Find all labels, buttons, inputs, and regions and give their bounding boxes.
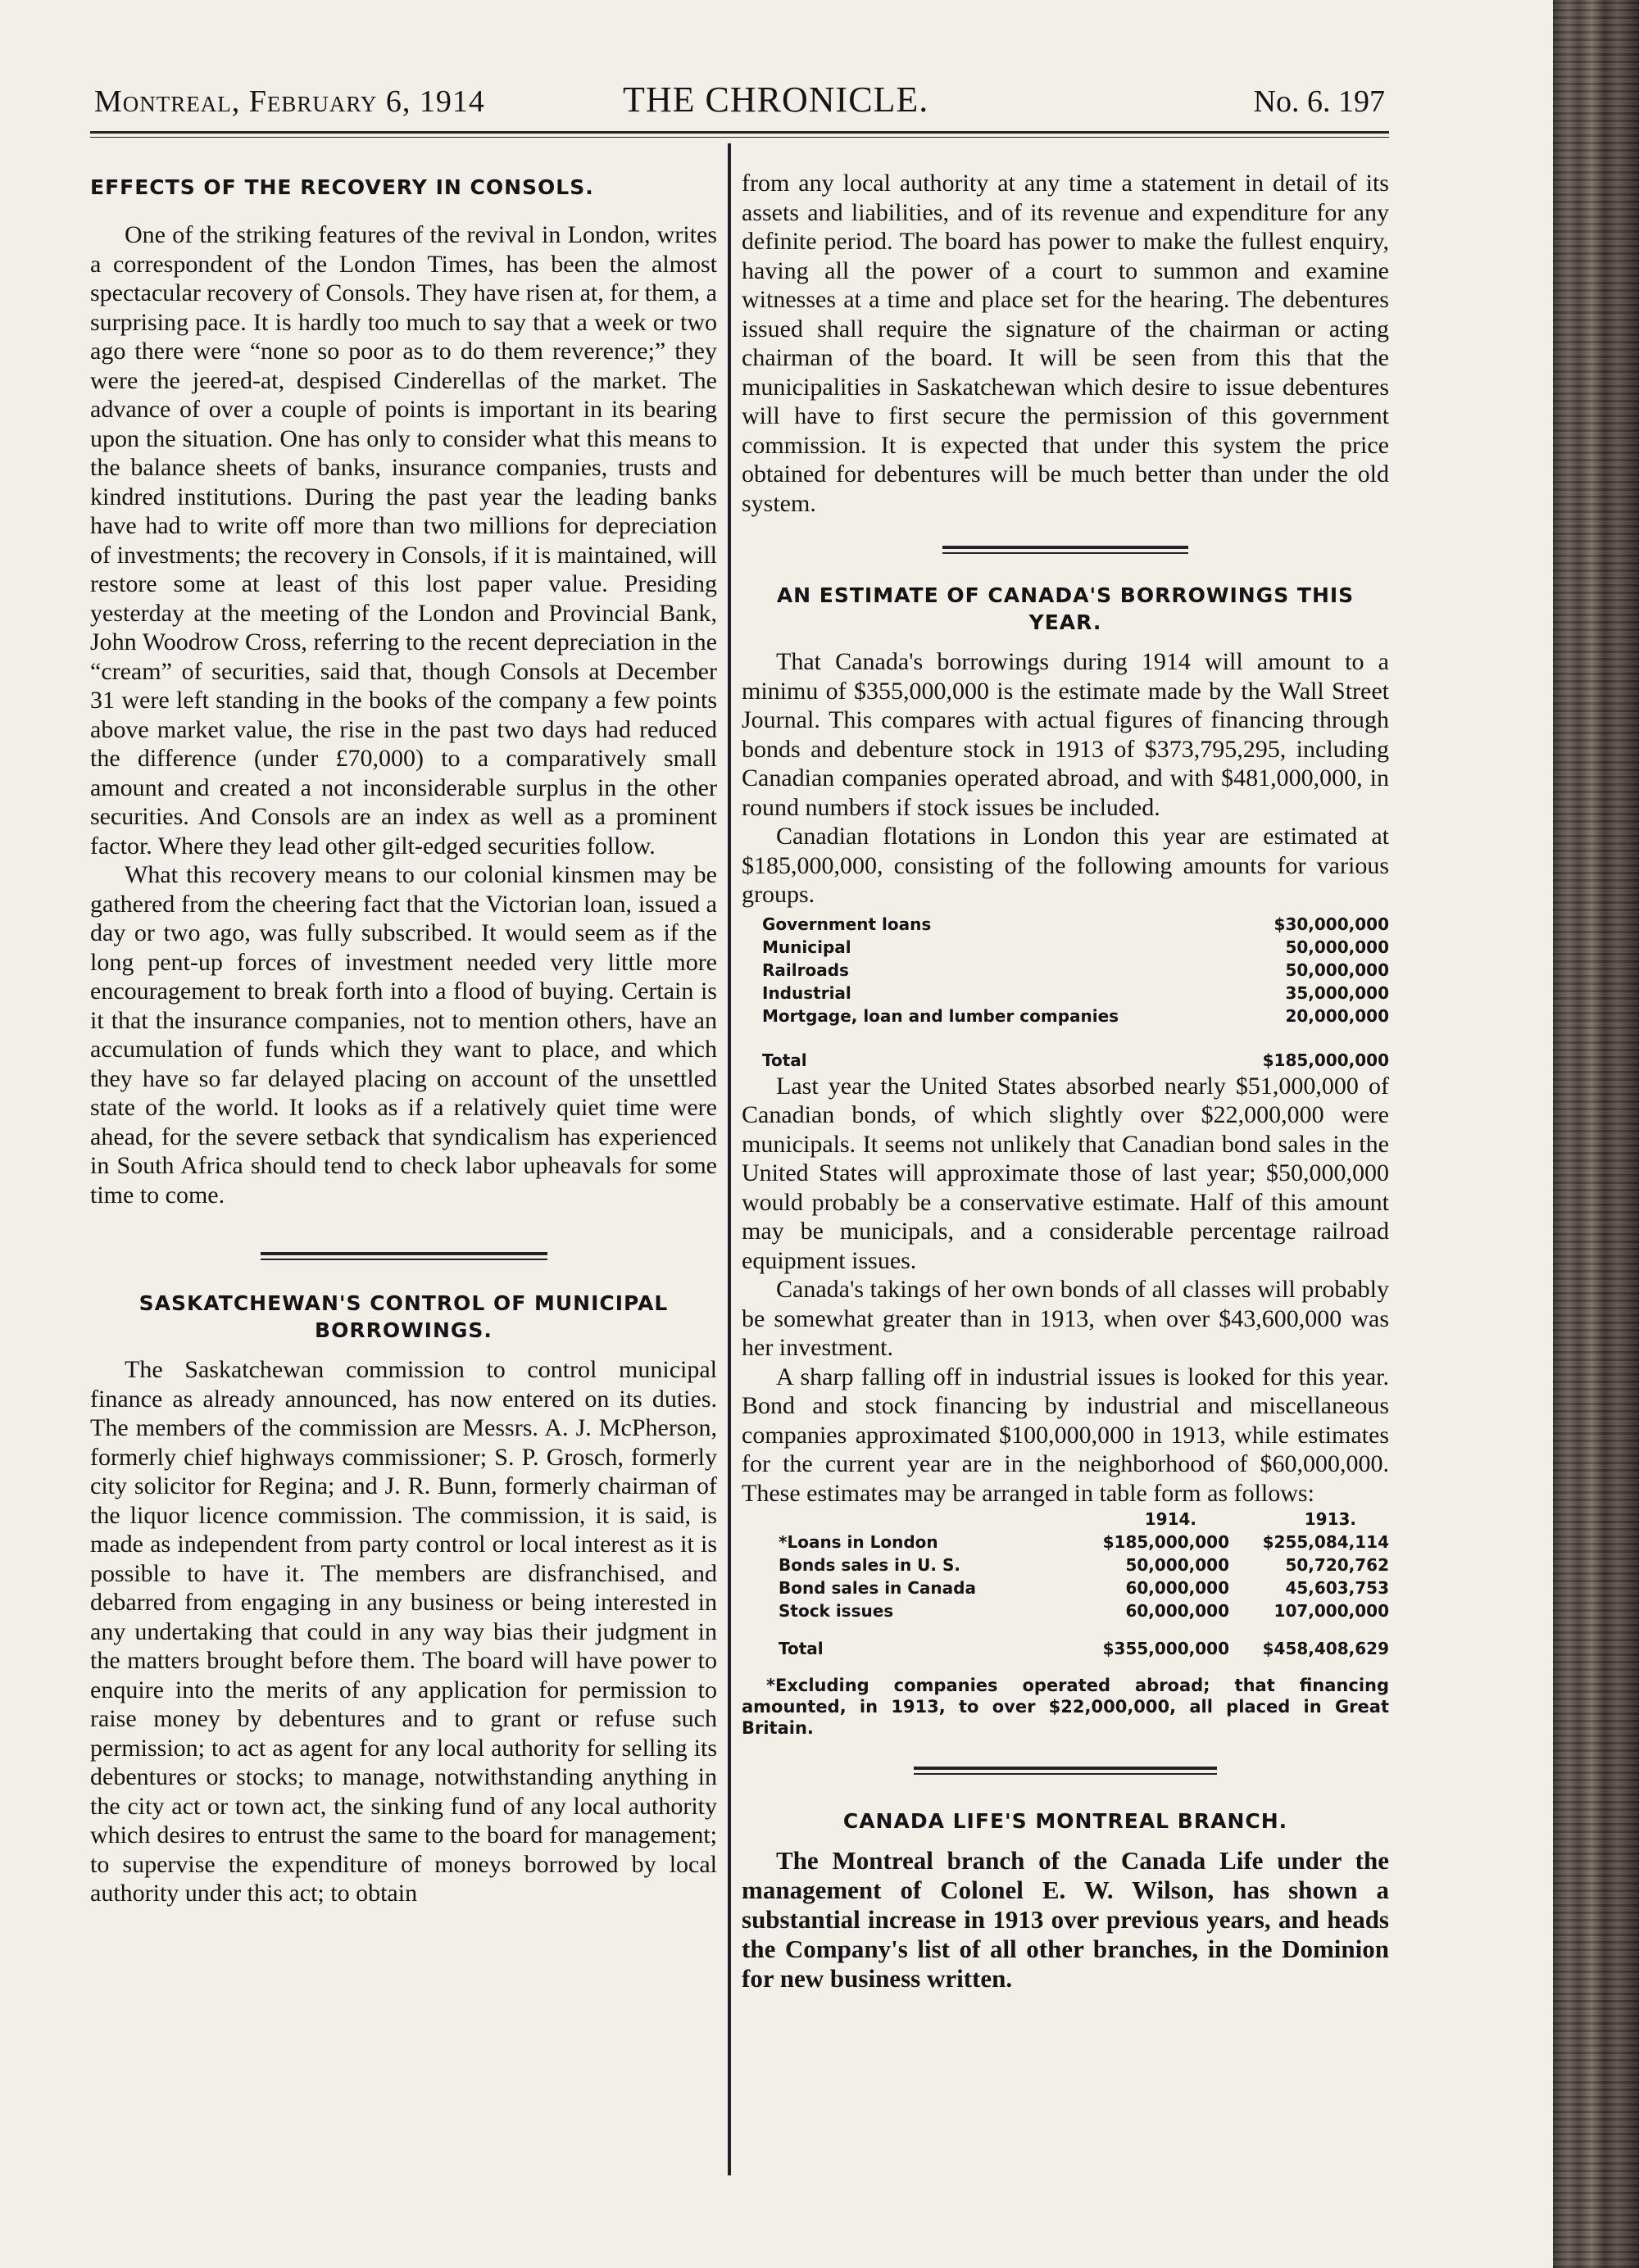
table-row — [742, 1601, 1389, 1624]
consols-paragraph-1: One of the striking features of the revival in London, writes a correspondent of the London Times, has been the almost spectacular recovery of Consols. They have risen at, for them, a surprising pace. It is hardly too much to say that a week or two ago there were “none so poor as to do them reverence;” they were the jeered-at, despised Cinderellas of the market. The advance of over a couple of points is important in its bearing upon the situation. One has only to consider what this means to the balance sheets of banks, insurance companies, trusts and kindred institutions. During the past year the leading banks have had to write off more than two millions for depreciation of investments; the recovery in Consols, if it is maintained, will restore some at least of this lost paper value. Presiding yesterday at the meeting of the London and Provincial Bank, John Woodrow Cross, referring to the recent depreciation in the “cream” of securities, said that, though Consols at December 31 were left standing in the books of the company a few points above market value, the rise in the past two days had reduced the difference (under £70,000) to a comparatively small amount and created a not inconsiderable surplus in the other securities. And Consols are an index as well as a prominent factor. Where they lead other gilt-edged securities follow. — [90, 221, 717, 860]
group-value: 20,000,000 — [1285, 1005, 1389, 1026]
row-label: Bond sales in Canada — [779, 1578, 976, 1598]
group-label: Government loans — [762, 914, 932, 934]
comparison-table — [742, 1509, 1389, 1662]
article-title-saskatchewan-2: BORROWINGS. — [315, 1318, 493, 1342]
value-1914: 60,000,000 — [1125, 1601, 1229, 1621]
group-label: Municipal — [762, 937, 851, 957]
group-value: 50,000,000 — [1285, 937, 1389, 957]
table-row — [742, 1005, 1389, 1027]
article-separator — [914, 1767, 1217, 1775]
header-rule — [90, 131, 1389, 138]
total-1913: $458,408,629 — [1262, 1639, 1389, 1658]
borrowings-paragraph-1 — [742, 647, 1389, 822]
value-1913: $255,084,114 — [1262, 1532, 1389, 1552]
article-title-borrowings-1: AN ESTIMATE OF CANADA'S BORROWINGS THIS — [776, 583, 1355, 607]
table-total-row — [742, 1049, 1389, 1072]
book-spine — [1553, 0, 1639, 2268]
table-total-row — [742, 1639, 1389, 1662]
borrowings-paragraph-4: Canada's takings of her own bonds of all classes will probably be somewhat greater than in 1913, when over $43,600,000 was her investment. — [742, 1276, 1389, 1361]
row-label: *Loans in London — [779, 1532, 938, 1552]
value-1914: 50,000,000 — [1125, 1555, 1229, 1575]
right-column — [742, 157, 1389, 1994]
row-label: Stock issues — [779, 1601, 894, 1621]
column-header-1913: 1913. — [1304, 1509, 1356, 1529]
header-place-date: Montreal, February 6, 1914 — [94, 84, 485, 119]
total-1914: $355,000,000 — [1102, 1639, 1229, 1658]
page-header — [94, 75, 1385, 125]
footnote: *Excluding companies operated abroad; that financing amounted, in 1913, to over $22,000,000, all placed in Great Britain. — [742, 1676, 1389, 1738]
table-row — [742, 913, 1389, 936]
table-row — [742, 982, 1389, 1005]
article-separator — [942, 546, 1188, 554]
value-1913: 50,720,762 — [1285, 1555, 1389, 1575]
column-header-1914: 1914. — [1144, 1509, 1196, 1529]
article-title-borrowings-2: YEAR. — [1028, 610, 1102, 634]
total-label: Total — [762, 1050, 807, 1070]
london-groups-table — [742, 913, 1389, 1072]
table-row — [742, 1555, 1389, 1578]
article-title-consols: EFFECTS OF THE RECOVERY IN CONSOLS. — [90, 175, 594, 199]
group-value: 50,000,000 — [1285, 959, 1389, 980]
borrowings-paragraph-2: Canadian flotations in London this year are estimated at $185,000,000, consisting of the following amounts for various groups. — [742, 823, 1389, 908]
borrowings-paragraph-1-text: That Canada's borrowings during 1914 will amount to a minimu of $355,000,000 is the estimate made by the Wall Street Journal. This compares with actual figures of financing through bonds and debenture stock in 1913 of $373,795,295, including Canadian companies operated abroad, and with $481,000,000, in round numbers if stock issues be included. — [742, 648, 1389, 821]
row-label: Bonds sales in U. S. — [779, 1555, 960, 1575]
value-1914: 60,000,000 — [1125, 1578, 1229, 1598]
article-title-saskatchewan-1: SASKATCHEWAN'S CONTROL OF MUNICIPAL — [138, 1291, 669, 1315]
group-value: $30,000,000 — [1274, 914, 1389, 934]
article-title-canada-life: CANADA LIFE'S MONTREAL BRANCH. — [842, 1809, 1288, 1833]
value-1914: $185,000,000 — [1102, 1532, 1229, 1552]
value-1913: 107,000,000 — [1274, 1601, 1389, 1621]
canada-life-paragraph: The Montreal branch of the Canada Life under the management of Colonel E. W. Wilson, has shown a substantial increase in 1913 over previous years, and heads the Company's list of all other branches, in the Dominion for new business written. — [742, 1846, 1389, 1993]
table-header-row — [742, 1509, 1389, 1532]
consols-paragraph-2: What this recovery means to our colonial kinsmen may be gathered from the cheering fact that the Victorian loan, issued a day or two ago, was fully subscribed. It would seem as if the long pent-up forces of investment needed very little more encouragement to break forth into a flood of buying. Certain is it that the insurance companies, not to mention others, have an accumulation of funds which they want to place, and which they have so far delayed placing on account of the unsettled state of the world. It looks as if a relatively quiet time were ahead, for the severe setback that syndicalism has experienced in South Africa should tend to check labor upheavals for some time to come. — [90, 861, 717, 1209]
saskatchewan-paragraph-1: The Saskatchewan commission to control municipal finance as already announced, has now entered on its duties. The members of the commission are Messrs. A. J. McPherson, formerly chief highways commissioner; S. P. Grosch, formerly city solicitor for Regina; and J. R. Bunn, formerly chairman of the liquor licence commission. The commission, it is said, is made as independent from party control or local interest as it is possible to have it. The members are disfranchised, and debarred from engaging in any business or being interested in any undertaking that could in any way bias their judgment in the matters brought before them. The board will have power to enquire into the merits of any application for permission to raise money by debentures and to grant or refuse such permission; to act as agent for any local authority for selling its debentures or stocks; to manage, notwithstanding anything in the city act or town act, the sinking fund of any local authority which desires to entrust the same to the board for management; to supervise the expenditure of moneys borrowed by local authority under this act; to obtain — [90, 1356, 717, 1907]
group-label: Industrial — [762, 982, 851, 1003]
group-label: Mortgage, loan and lumber companies — [762, 1005, 1119, 1026]
article-separator — [261, 1252, 547, 1260]
header-page-number: No. 6. 197 — [1253, 84, 1385, 119]
group-value: 35,000,000 — [1285, 982, 1389, 1003]
total-value: $185,000,000 — [1262, 1050, 1389, 1070]
value-1913: 45,603,753 — [1285, 1578, 1389, 1598]
table-row — [742, 1532, 1389, 1555]
borrowings-paragraph-5: A sharp falling off in industrial issues is looked for this year. Bond and stock financing by industrial and miscellaneous companies approximated $100,000,000 in 1913, while estimates for the current year are in the neighborhood of $60,000,000. These estimates may be arranged in table form as follows: — [742, 1363, 1389, 1507]
group-label: Railroads — [762, 959, 849, 980]
table-row — [742, 959, 1389, 982]
borrowings-paragraph-3: Last year the United States absorbed nearly $51,000,000 of Canadian bonds, of which slightly over $22,000,000 were municipals. It seems not unlikely that Canadian bond sales in the United States will approximate those of last year; $50,000,000 would probably be a conservative estimate. Half of this amount may be municipals, and a considerable percentage railroad equipment issues. — [742, 1072, 1389, 1274]
left-column — [90, 157, 717, 1908]
table-row — [742, 1578, 1389, 1601]
column-divider — [728, 143, 731, 2175]
header-title: THE CHRONICLE. — [623, 79, 929, 120]
total-label: Total — [779, 1639, 824, 1658]
saskatchewan-continuation: from any local authority at any time a statement in detail of its assets and liabilities, and of its revenue and expenditure for any definite period. The board has power to make the fullest enquiry, having all the power of a court to summon and examine witnesses at a time and place set for the hearing. The debentures issued shall require the signature of the chairman or acting chairman of the board. It will be seen from this that the municipalities in Saskatchewan which desire to issue debentures will have to first secure the permission of this government commission. It is expected that under this system the price obtained for debentures will be much better than under the old system. — [742, 170, 1389, 517]
table-row — [742, 936, 1389, 959]
